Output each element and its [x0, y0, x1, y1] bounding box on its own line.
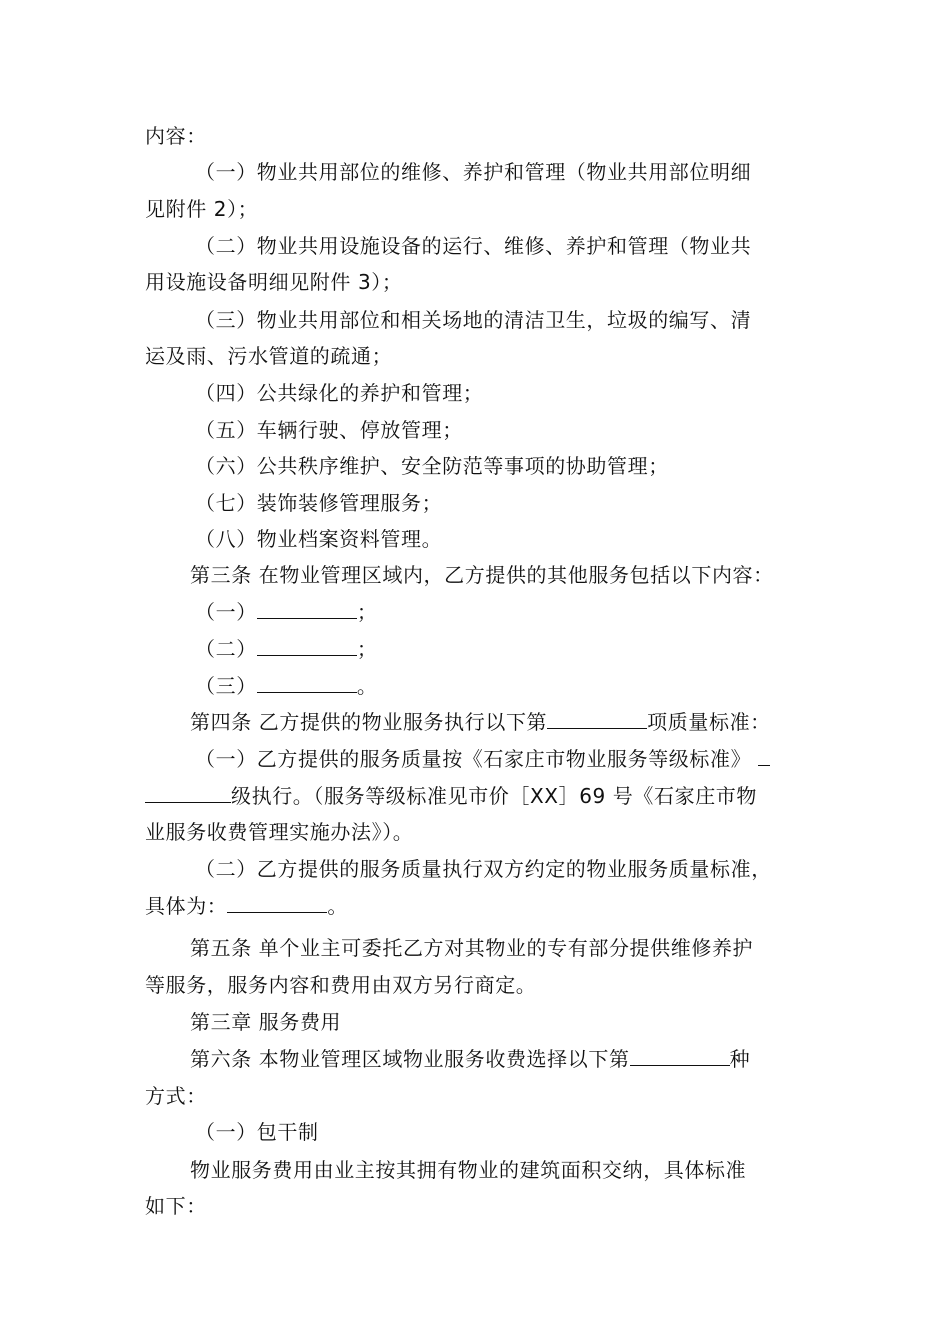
text-line — [190, 1045, 860, 1073]
text-line — [190, 1156, 860, 1184]
text: ； — [356, 637, 378, 661]
text-line — [145, 782, 815, 810]
text: 级执行。（服务等级标准见市价［XX］69 号《石家庄市物 — [231, 784, 758, 808]
text: 具体为： — [145, 894, 228, 918]
text: （三）物业共用部位和相关场地的清洁卫生，垃圾的编写、清 — [195, 308, 752, 332]
text-line — [195, 598, 865, 626]
text: （八）物业档案资料管理。 — [195, 527, 443, 551]
text: （二） — [195, 637, 257, 661]
text: （六）公共秩序维护、安全防范等事项的协助管理； — [195, 454, 669, 478]
text: （二）物业共用设施设备的运行、维修、养护和管理（物业共 — [195, 234, 752, 258]
text: （七）装饰装修管理服务； — [195, 491, 443, 515]
text: 运及雨、污水管道的疏通； — [145, 344, 393, 368]
text: （五）车辆行驶、停放管理； — [195, 418, 463, 442]
text: 如下： — [145, 1194, 207, 1218]
blank-line — [257, 635, 357, 656]
text-line — [145, 892, 815, 920]
text: （一）乙方提供的服务质量按《石家庄市物业服务等级标准》 — [195, 747, 752, 771]
text-line — [190, 934, 860, 962]
text: （一） — [195, 600, 257, 624]
text-line — [195, 489, 865, 517]
text: 第四条 乙方提供的物业服务执行以下第 — [190, 710, 548, 734]
text-line — [195, 158, 865, 186]
text: 等服务，服务内容和费用由双方另行商定。 — [145, 973, 537, 997]
text-line — [195, 525, 865, 553]
text: （二）乙方提供的服务质量执行双方约定的物业服务质量标准， — [195, 857, 772, 881]
text-line — [145, 342, 815, 370]
text: （四）公共绿化的养护和管理； — [195, 381, 484, 405]
chapter-heading — [190, 1008, 860, 1036]
blank-line — [630, 1045, 730, 1066]
text-line — [145, 195, 815, 223]
text-line — [195, 232, 865, 260]
text: 第三章 服务费用 — [190, 1010, 342, 1034]
blank-line — [227, 892, 327, 913]
text: 内容： — [145, 124, 207, 148]
text: （一）包干制 — [195, 1120, 319, 1144]
text: ； — [356, 600, 378, 624]
blank-line — [257, 598, 357, 619]
text-line — [195, 1118, 865, 1146]
text-line — [195, 306, 865, 334]
text-line — [195, 855, 865, 883]
text: 。 — [356, 674, 378, 698]
text: 见附件 2）； — [145, 197, 259, 221]
text-line — [145, 1192, 815, 1220]
text: 。 — [327, 894, 349, 918]
text-line — [195, 379, 865, 407]
text-line — [195, 452, 865, 480]
blank-line — [758, 745, 770, 766]
text: 物业服务费用由业主按其拥有物业的建筑面积交纳，具体标准 — [190, 1158, 747, 1182]
blank-line — [145, 782, 231, 803]
text: 第三条 在物业管理区域内，乙方提供的其他服务包括以下内容： — [190, 563, 774, 587]
text: （一）物业共用部位的维修、养护和管理（物业共用部位明细 — [195, 160, 752, 184]
text-line — [195, 745, 865, 773]
text: 项质量标准： — [647, 710, 771, 734]
text: 用设施设备明细见附件 3）； — [145, 270, 403, 294]
text-line — [145, 1082, 815, 1110]
text: 种 — [729, 1047, 751, 1071]
text-line — [145, 971, 815, 999]
text: 第五条 单个业主可委托乙方对其物业的专有部分提供维修养护 — [190, 936, 754, 960]
text: 方式： — [145, 1084, 207, 1108]
blank-line — [257, 672, 357, 693]
text-line — [190, 708, 860, 736]
blank-line — [547, 708, 647, 729]
text-line — [145, 818, 815, 846]
text: （三） — [195, 674, 257, 698]
text-line — [145, 268, 815, 296]
text: 第六条 本物业管理区域物业服务收费选择以下第 — [190, 1047, 630, 1071]
text-line — [195, 672, 865, 700]
text: 业服务收费管理实施办法》）。 — [145, 820, 414, 844]
text-line — [190, 561, 860, 589]
text-line — [195, 416, 865, 444]
text-line — [195, 635, 865, 663]
text-line — [145, 122, 815, 150]
